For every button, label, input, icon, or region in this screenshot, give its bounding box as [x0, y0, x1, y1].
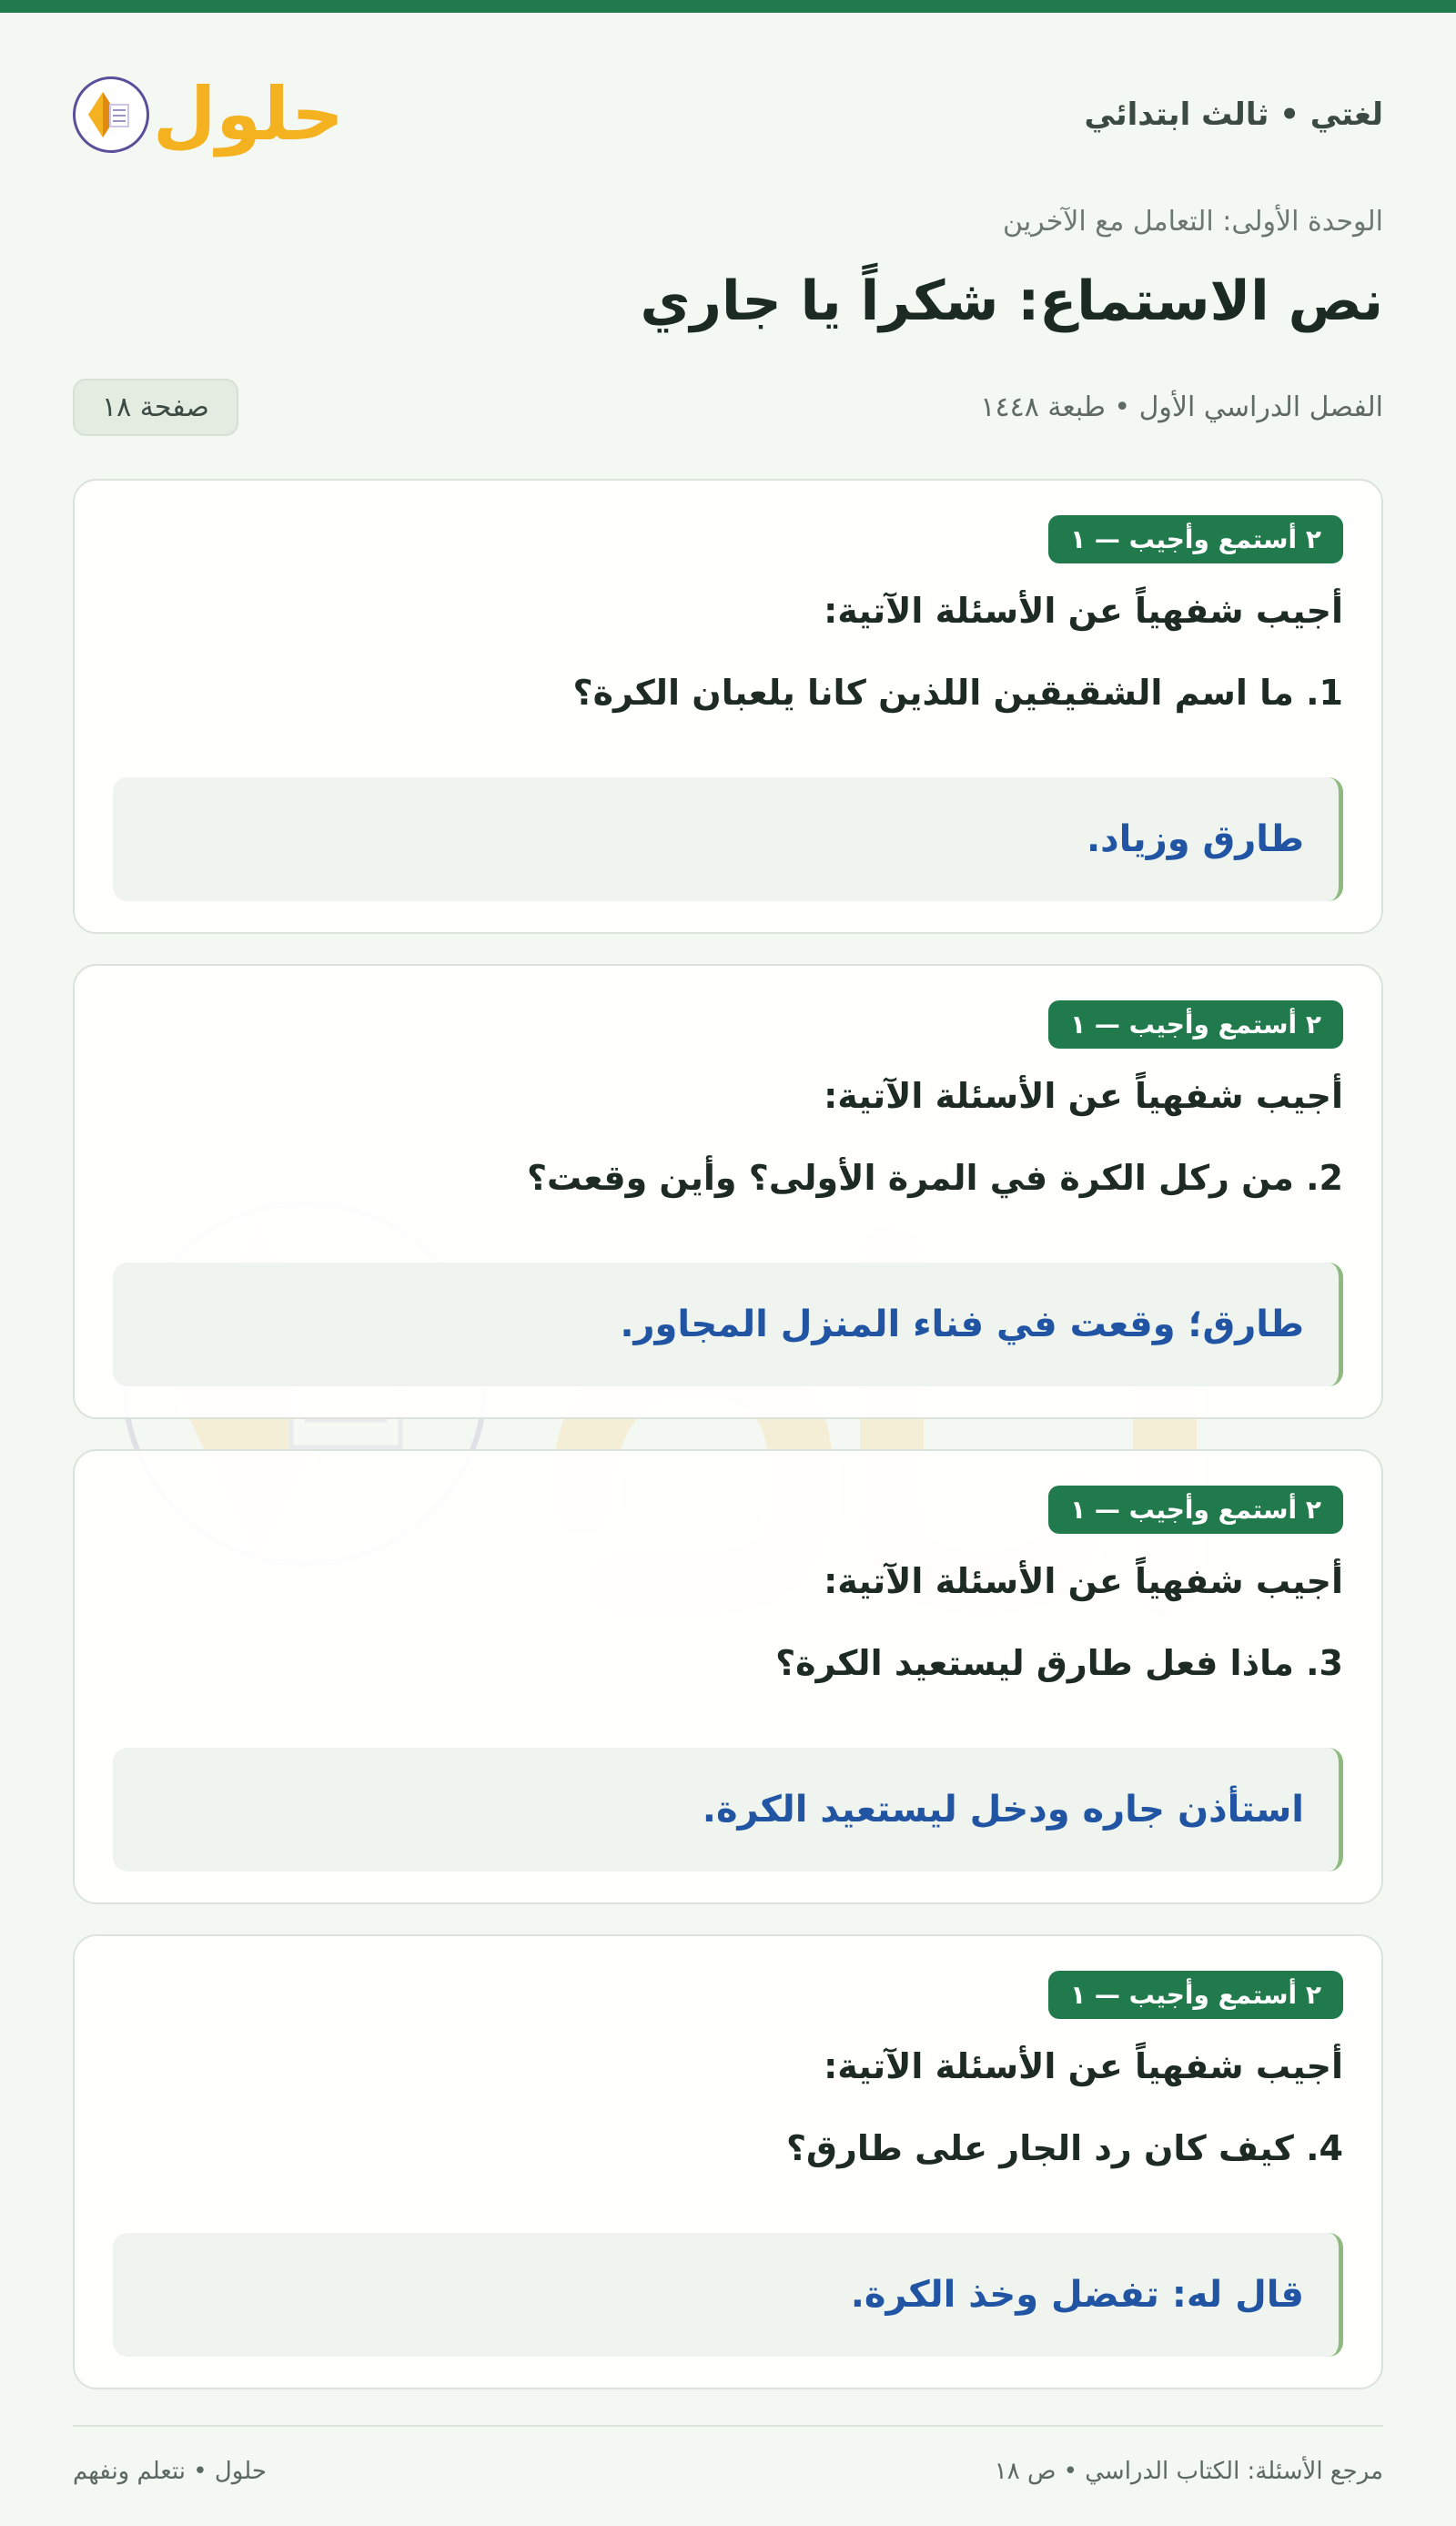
- answer-box: [113, 777, 1343, 901]
- footer: [73, 2425, 1383, 2485]
- question-card: [73, 1449, 1383, 1904]
- section-tag: ٢ أستمع وأجيب — ١: [1048, 1000, 1343, 1049]
- page-number-badge: صفحة ١٨: [73, 379, 238, 436]
- question-text: 1. ما اسم الشقيقين اللذين كانا يلعبان الكرة؟: [572, 673, 1343, 713]
- section-tag: ٢ أستمع وأجيب — ١: [1048, 1486, 1343, 1534]
- footer-reference: مرجع الأسئلة: الكتاب الدراسي • ص ١٨: [994, 2458, 1383, 2485]
- page-title: نص الاستماع: شكراً يا جاري: [640, 269, 1383, 333]
- answer-text: قال له: تفضل وخذ الكرة.: [850, 2274, 1304, 2316]
- question-card: [73, 1934, 1383, 2389]
- section-tag: ٢ أستمع وأجيب — ١: [1048, 1971, 1343, 2019]
- top-accent-bar: [0, 0, 1456, 13]
- header: [73, 60, 1383, 169]
- answer-box: [113, 2233, 1343, 2357]
- brand-wordmark: حلول: [153, 72, 344, 157]
- subject-label: لغتي • ثالث ابتدائي: [1084, 96, 1383, 133]
- brand-logo[interactable]: [73, 72, 344, 157]
- instruction-text: أجيب شفهياً عن الأسئلة الآتية:: [824, 591, 1343, 631]
- book-diamond-icon: [73, 76, 149, 153]
- answer-text: استأذن جاره ودخل ليستعيد الكرة.: [702, 1789, 1304, 1831]
- instruction-text: أجيب شفهياً عن الأسئلة الآتية:: [824, 2046, 1343, 2086]
- answer-box: [113, 1263, 1343, 1386]
- meta-row: [73, 375, 1383, 439]
- question-text: 3. ماذا فعل طارق ليستعيد الكرة؟: [775, 1643, 1343, 1683]
- questions-list: [73, 479, 1383, 2419]
- question-text: 2. من ركل الكرة في المرة الأولى؟ وأين وقعت؟: [526, 1158, 1343, 1198]
- answer-text: طارق وزياد.: [1086, 818, 1304, 860]
- instruction-text: أجيب شفهياً عن الأسئلة الآتية:: [824, 1561, 1343, 1601]
- term-label: الفصل الدراسي الأول • طبعة ١٤٤٨: [980, 391, 1383, 423]
- footer-brand-line: حلول • نتعلم ونفهم: [73, 2458, 267, 2485]
- instruction-text: أجيب شفهياً عن الأسئلة الآتية:: [824, 1076, 1343, 1116]
- answer-text: طارق؛ وقعت في فناء المنزل المجاور.: [620, 1304, 1304, 1345]
- question-card: [73, 964, 1383, 1419]
- question-text: 4. كيف كان رد الجار على طارق؟: [785, 2128, 1343, 2168]
- answer-box: [113, 1748, 1343, 1872]
- question-card: [73, 479, 1383, 934]
- section-tag: ٢ أستمع وأجيب — ١: [1048, 515, 1343, 563]
- unit-label: الوحدة الأولى: التعامل مع الآخرين: [1002, 206, 1383, 238]
